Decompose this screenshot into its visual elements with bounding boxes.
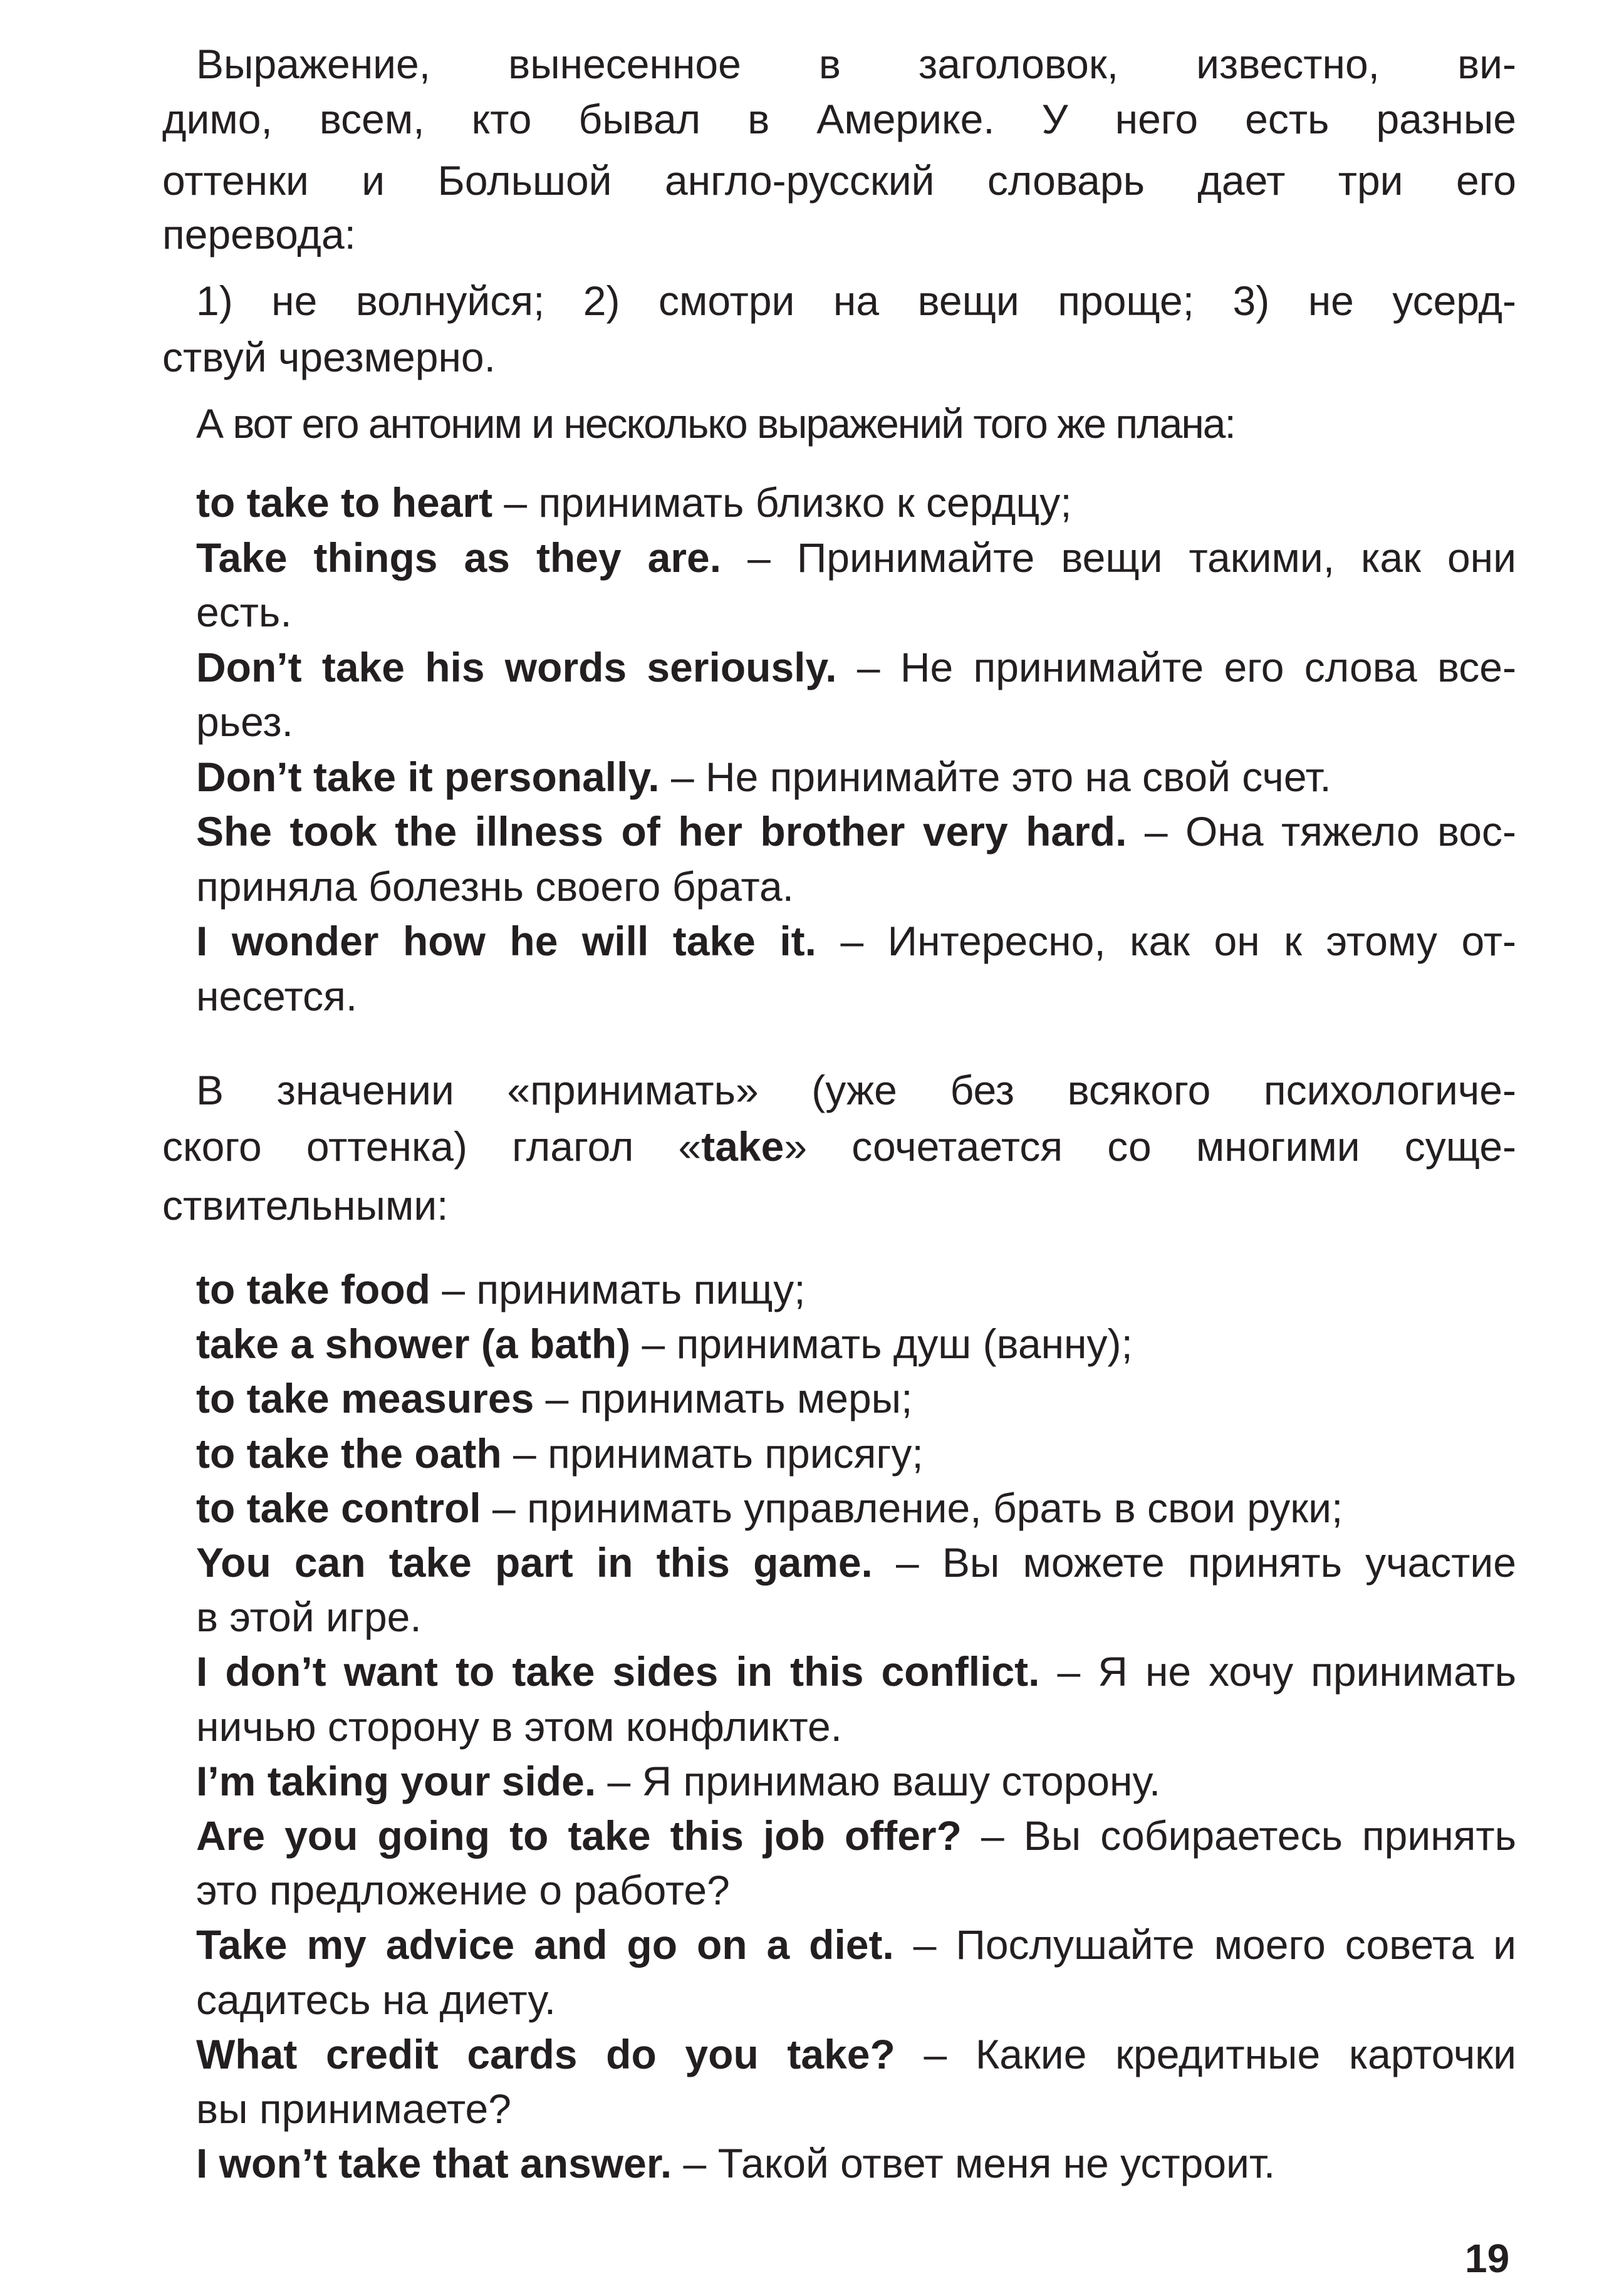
example-line <box>196 697 1516 747</box>
example-line <box>196 1810 1516 1861</box>
example-line <box>196 477 1516 527</box>
example-russian: – принимать пищу; <box>430 1266 806 1312</box>
middle-line <box>162 1121 1516 1171</box>
example-english: I won’t take that answer. <box>196 2140 672 2187</box>
middle-line: В значении «принимать» (уже без всякого психологиче- <box>196 1067 1516 1113</box>
example-line <box>196 642 1516 692</box>
example-english: Don’t take it personally. <box>196 753 660 800</box>
example-english: Are you going to take this job offer? <box>196 1812 962 1859</box>
example-russian: – Я не хочу принимать <box>1039 1648 1516 1695</box>
example-russian: есть. <box>196 589 292 635</box>
example-russian: садитесь на диету. <box>196 1976 556 2023</box>
example-line <box>196 2084 1516 2134</box>
example-russian: рьез. <box>196 699 293 745</box>
example-russian: – принимать управление, брать в свои руки; <box>481 1484 1343 1531</box>
example-line <box>196 1865 1516 1915</box>
example-english: I’m taking your side. <box>196 1757 596 1804</box>
example-line <box>196 1483 1516 1533</box>
example-line <box>196 2138 1516 2188</box>
example-line <box>196 916 1516 966</box>
example-english: What credit cards do you take? <box>196 2030 895 2077</box>
example-russian: – Послушайте моего совета и <box>893 1921 1516 1968</box>
example-english: to take food <box>196 1266 430 1312</box>
example-russian: – принимать присягу; <box>501 1430 924 1477</box>
example-russian: – Какие кредитные карточки <box>895 2030 1516 2077</box>
middle-line: ствительными: <box>162 1182 449 1229</box>
example-line <box>196 1428 1516 1478</box>
intro-line: димо, всем, кто бывал в Америке. У него есть разные <box>162 96 1516 142</box>
example-line <box>196 1919 1516 1970</box>
page-number: 19 <box>1465 2236 1510 2281</box>
example-english: to take the oath <box>196 1430 502 1477</box>
example-line <box>196 587 1516 637</box>
example-line <box>196 2029 1516 2079</box>
example-line <box>196 1319 1516 1369</box>
middle-text: ского оттенка) глагол « <box>162 1123 702 1170</box>
intro-line: оттенки и Большой англо-русский словарь дает три его <box>162 157 1516 204</box>
example-russian: несется. <box>196 972 358 1019</box>
example-english: take a shower (a bath) <box>196 1321 631 1368</box>
example-english: to take control <box>196 1484 481 1531</box>
example-english: Don’t take his words seriously. <box>196 643 837 690</box>
example-line <box>196 1756 1516 1806</box>
example-english: I don’t want to take sides in this conflict. <box>196 1648 1040 1695</box>
example-english: You can take part in this game. <box>196 1539 873 1586</box>
example-english: to take to heart <box>196 479 493 526</box>
example-line <box>196 1264 1516 1314</box>
example-russian: – принимать меры; <box>534 1375 913 1422</box>
example-russian: – принимать близко к сердцу; <box>492 479 1072 526</box>
example-line <box>196 1537 1516 1587</box>
example-line <box>196 1701 1516 1752</box>
example-line <box>196 1373 1516 1423</box>
intro-line: Выражение, вынесенное в заголовок, известно, ви- <box>196 41 1516 87</box>
example-line <box>196 1975 1516 2025</box>
example-line <box>196 1592 1516 1642</box>
example-english: to take measures <box>196 1375 534 1422</box>
example-russian: ничью сторону в этом конфликте. <box>196 1703 842 1750</box>
intro-line: перевода: <box>162 211 356 257</box>
example-line <box>196 806 1516 856</box>
keyword-take: take <box>701 1123 784 1170</box>
example-russian: – Она тяжело вос- <box>1127 808 1516 855</box>
example-line <box>196 971 1516 1021</box>
example-russian: приняла болезнь своего брата. <box>196 863 794 910</box>
example-line <box>196 752 1516 802</box>
example-russian: это предложение о работе? <box>196 1867 730 1914</box>
example-russian: – Вы собираетесь принять <box>961 1812 1516 1859</box>
example-line <box>196 861 1516 912</box>
intro-line: ствуй чрезмерно. <box>162 334 496 380</box>
example-russian: в этой игре. <box>196 1594 422 1641</box>
example-line <box>196 1646 1516 1696</box>
example-english: Take things as they are. <box>196 534 722 581</box>
example-line <box>196 532 1516 583</box>
example-english: I wonder how he will take it. <box>196 918 816 964</box>
example-russian: – Вы можете принять участие <box>872 1539 1516 1586</box>
example-russian: – Такой ответ меня не устроит. <box>672 2140 1276 2187</box>
intro-line: А вот его антоним и несколько выражений того же плана: <box>196 400 1235 447</box>
example-english: Take my advice and go on a diet. <box>196 1921 894 1968</box>
example-russian: – принимать душ (ванну); <box>630 1321 1133 1368</box>
example-russian: – Интересно, как он к этому от- <box>816 918 1516 964</box>
example-english: She took the illness of her brother very hard. <box>196 808 1127 855</box>
example-russian: – Я принимаю вашу сторону. <box>596 1757 1161 1804</box>
example-russian: – Не принимайте его слова все- <box>836 643 1516 690</box>
example-russian: – Не принимайте это на свой счет. <box>659 753 1331 800</box>
example-russian: вы принимаете? <box>196 2086 511 2132</box>
middle-text: » сочетается со многими суще- <box>784 1123 1516 1170</box>
intro-line: 1) не волнуйся; 2) смотри на вещи проще; 3) не усерд- <box>196 278 1516 324</box>
example-russian: – Принимайте вещи такими, как они <box>721 534 1516 581</box>
